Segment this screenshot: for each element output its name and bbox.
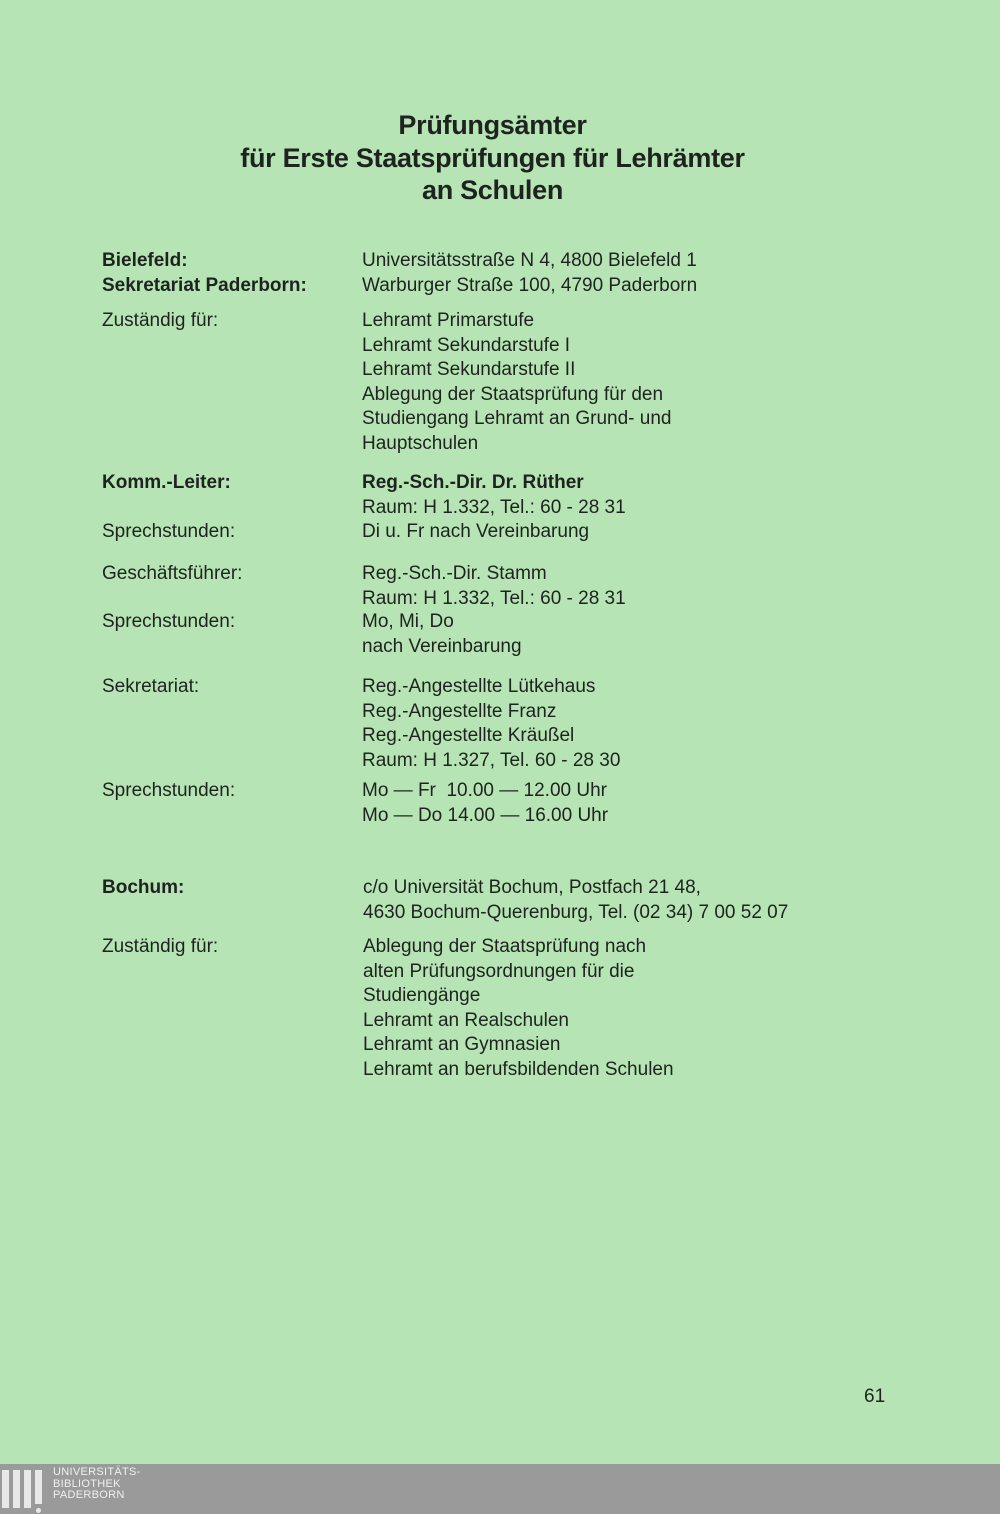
entry-value-line: Lehramt an berufsbildenden Schulen	[363, 1058, 674, 1080]
entry-value-line: Lehramt Sekundarstufe II	[362, 359, 576, 380]
title-line: für Erste Staatsprüfungen für Lehrämter	[240, 142, 745, 173]
entry-value	[362, 675, 620, 773]
entry-value-line: Raum: H 1.327, Tel. 60 - 28 30	[362, 749, 621, 771]
logo-line: UNIVERSITÄTS-	[53, 1466, 141, 1478]
logo-line: BIBLIOTHEK	[53, 1477, 121, 1490]
entry-label: Bochum:	[102, 877, 185, 898]
entry-value-line: Di u. Fr nach Vereinbarung	[362, 521, 590, 542]
library-logo-text	[53, 1467, 141, 1502]
entry-value-line: Reg.-Sch.-Dir. Stamm	[362, 563, 547, 584]
entry-value-line: Raum: H 1.332, Tel.: 60 - 28 31	[362, 587, 626, 609]
entry-value	[362, 520, 589, 545]
entry-value	[363, 935, 674, 1082]
entry-value	[362, 779, 608, 828]
entry-value-line: Reg.-Angestellte Franz	[362, 700, 557, 722]
entry-label: Sekretariat:	[102, 676, 200, 697]
entry-value-line: Raum: H 1.332, Tel.: 60 - 28 31	[362, 496, 626, 518]
entry-label: Sekretariat Paderborn:	[102, 275, 307, 296]
entry-value-line: alten Prüfungsordnungen für die	[363, 960, 635, 982]
entry-value-line: Studiengänge	[363, 985, 481, 1006]
page-title	[0, 109, 985, 207]
entry-value-line: Lehramt Sekundarstufe I	[362, 334, 571, 356]
entry-value-line: Reg.-Angestellte Lütkehaus	[362, 676, 596, 697]
library-footer	[0, 1464, 1000, 1514]
entry-label: Sprechstunden:	[102, 611, 236, 632]
entry-value	[362, 610, 522, 659]
entry-value-line: Hauptschulen	[362, 432, 479, 454]
page-number: 61	[864, 1386, 886, 1407]
logo-line: PADERBORN	[53, 1489, 125, 1501]
entry-value-line: Studiengang Lehramt an Grund- und	[362, 408, 672, 429]
entry-value-line: Mo, Mi, Do	[362, 611, 454, 632]
entry-label: Sprechstunden:	[102, 780, 236, 801]
entry-value-line: Ablegung der Staatsprüfung für den	[362, 383, 664, 405]
entry-value-line: Lehramt an Realschulen	[363, 1009, 569, 1031]
entry-value	[362, 471, 626, 520]
entry-label: Zuständig für:	[102, 310, 219, 331]
entry-value	[362, 249, 697, 274]
entry-value-line: Warburger Straße 100, 4790 Paderborn	[362, 275, 698, 296]
entry-value	[362, 309, 672, 456]
entry-label: Sprechstunden:	[102, 521, 236, 542]
entry-value-line: Ablegung der Staatsprüfung nach	[363, 936, 647, 957]
entry-value-line: Reg.-Sch.-Dir. Dr. Rüther	[362, 472, 584, 493]
entry-label: Bielefeld:	[102, 250, 188, 271]
entry-label: Zuständig für:	[102, 936, 219, 957]
entry-value-line: Mo — Fr 10.00 — 12.00 Uhr	[362, 780, 607, 801]
entry-value-line: Universitätsstraße N 4, 4800 Bielefeld 1	[362, 250, 697, 271]
entry-value	[362, 562, 626, 611]
entry-value-line: Lehramt Primarstufe	[362, 310, 535, 331]
entry-value-line: Lehramt an Gymnasien	[363, 1034, 561, 1055]
entry-value-line: 4630 Bochum-Querenburg, Tel. (02 34) 7 00 52 07	[363, 901, 789, 923]
entry-value-line: Reg.-Angestellte Kräußel	[362, 725, 575, 746]
title-line: an Schulen	[421, 175, 564, 205]
entry-value-line: nach Vereinbarung	[362, 635, 522, 657]
entry-value-line: c/o Universität Bochum, Postfach 21 48,	[363, 877, 701, 898]
entry-value	[363, 876, 788, 925]
title-line: Prüfungsämter	[398, 110, 587, 140]
entry-value-line: Mo — Do 14.00 — 16.00 Uhr	[362, 804, 609, 826]
entry-label: Geschäftsführer:	[102, 563, 243, 584]
entry-value	[362, 274, 697, 299]
entry-label: Komm.-Leiter:	[102, 472, 231, 493]
